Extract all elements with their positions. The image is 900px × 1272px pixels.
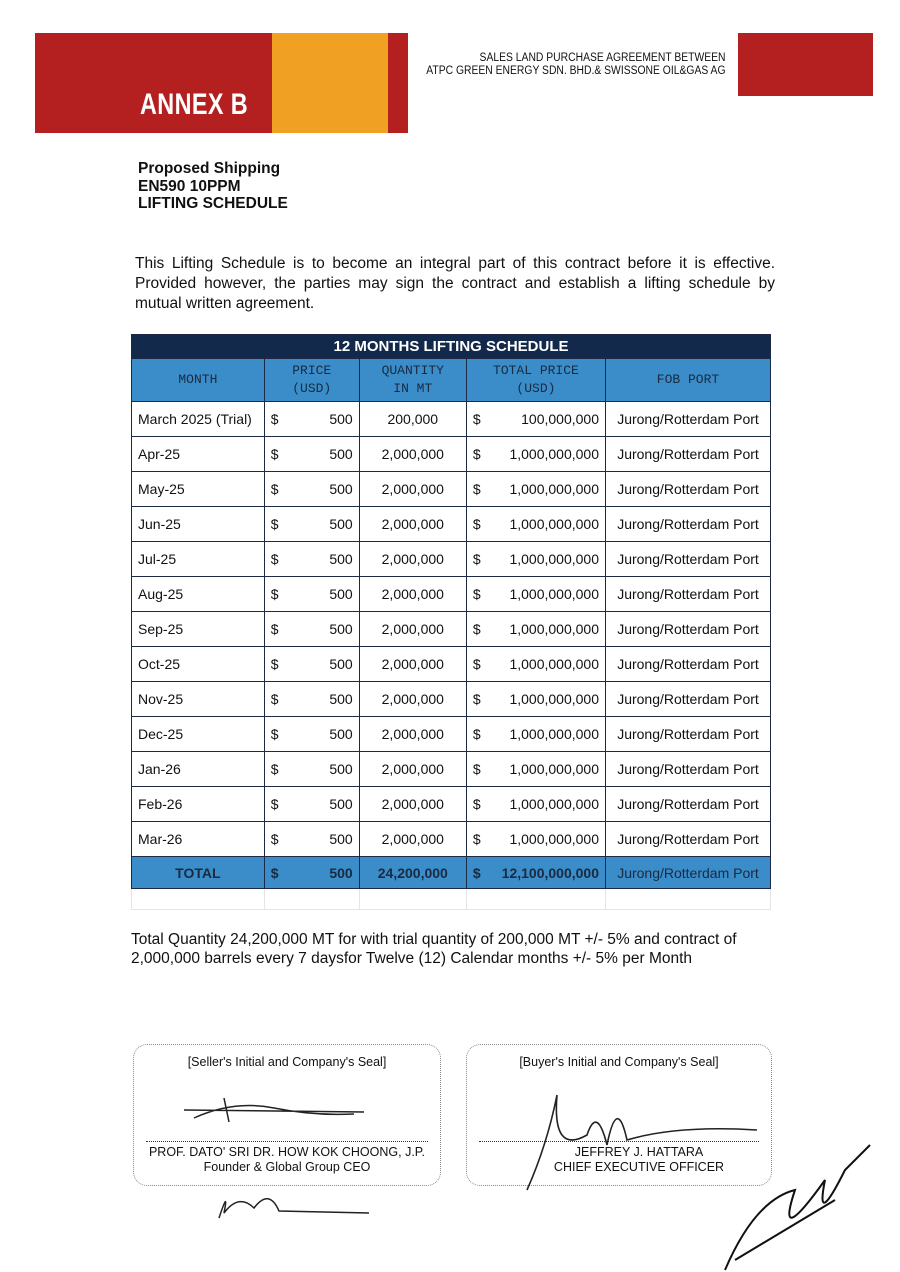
column-header	[359, 359, 466, 402]
quantity-cell: 2,000,000	[359, 612, 466, 647]
currency-symbol: $	[270, 621, 279, 637]
total-price-value: 1,000,000,000	[509, 481, 599, 497]
total-price-value: 100,000,000	[521, 411, 599, 427]
month-cell: March 2025 (Trial)	[132, 402, 265, 437]
currency-symbol: $	[270, 656, 279, 672]
column-header-text: IN MT	[393, 381, 433, 396]
quantity-cell: 2,000,000	[359, 647, 466, 682]
month-cell: Nov-25	[132, 682, 265, 717]
total-price-value: 1,000,000,000	[509, 446, 599, 462]
seller-signature	[209, 1183, 379, 1223]
agreement-header	[427, 52, 726, 78]
price-cell	[264, 787, 359, 822]
column-header-text: TOTAL PRICE	[493, 363, 579, 378]
total-price-value: 1,000,000,000	[509, 761, 599, 777]
total-price-cell	[466, 822, 605, 857]
price-cell	[264, 857, 359, 889]
total-price-cell	[466, 752, 605, 787]
month-cell: Mar-26	[132, 822, 265, 857]
column-header-text: (USD)	[516, 381, 556, 396]
quantity-cell: 2,000,000	[359, 507, 466, 542]
total-price-cell	[466, 507, 605, 542]
total-price-value: 1,000,000,000	[509, 586, 599, 602]
total-price-value: 1,000,000,000	[509, 621, 599, 637]
quantity-cell: 2,000,000	[359, 717, 466, 752]
table-row	[132, 577, 771, 612]
port-cell: Jurong/Rotterdam Port	[606, 822, 771, 857]
port-cell: Jurong/Rotterdam Port	[606, 682, 771, 717]
price-cell	[264, 717, 359, 752]
price-value: 500	[329, 621, 353, 637]
price-value: 500	[329, 586, 353, 602]
agreement-line-1: SALES LAND PURCHASE AGREEMENT BETWEEN	[480, 52, 726, 64]
month-cell: Dec-25	[132, 717, 265, 752]
port-cell: Jurong/Rotterdam Port	[606, 402, 771, 437]
total-price-cell	[466, 577, 605, 612]
price-value: 500	[329, 446, 353, 462]
quantity-cell: 2,000,000	[359, 822, 466, 857]
price-value: 500	[329, 831, 353, 847]
signature-line	[146, 1141, 428, 1142]
currency-symbol: $	[270, 446, 279, 462]
currency-symbol: $	[270, 551, 279, 567]
table-row	[132, 647, 771, 682]
column-header-text: FOB PORT	[656, 372, 720, 387]
month-cell: May-25	[132, 472, 265, 507]
port-cell: Jurong/Rotterdam Port	[606, 542, 771, 577]
price-cell	[264, 402, 359, 437]
footer-note: Total Quantity 24,200,000 MT for with trial quantity of 200,000 MT +/- 5% and contract of 2,000,000 barrels every 7 daysfor Twelve (12) Calendar months +/- 5% per Month	[131, 931, 737, 967]
column-header	[264, 359, 359, 402]
currency-symbol: $	[270, 691, 279, 707]
total-price-value: 1,000,000,000	[509, 551, 599, 567]
currency-symbol: $	[472, 726, 481, 742]
quantity-cell: 2,000,000	[359, 437, 466, 472]
price-cell	[264, 472, 359, 507]
price-cell	[264, 822, 359, 857]
seller-label: [Seller's Initial and Company's Seal]	[187, 1055, 387, 1069]
seller-title: Founder & Global Group CEO	[203, 1160, 371, 1174]
table-row	[132, 787, 771, 822]
month-cell: Jun-25	[132, 507, 265, 542]
buyer-initial-signature	[715, 1140, 875, 1272]
port-cell: Jurong/Rotterdam Port	[606, 472, 771, 507]
price-cell	[264, 682, 359, 717]
month-cell: Jan-26	[132, 752, 265, 787]
month-cell: Jul-25	[132, 542, 265, 577]
currency-symbol: $	[270, 761, 279, 777]
price-value: 500	[329, 411, 353, 427]
buyer-name: JEFFREY J. HATTARA	[574, 1145, 704, 1159]
port-cell: Jurong/Rotterdam Port	[606, 647, 771, 682]
month-cell: Aug-25	[132, 577, 265, 612]
buyer-title: CHIEF EXECUTIVE OFFICER	[553, 1160, 725, 1174]
title-line: EN590 10PPM	[138, 177, 241, 195]
column-header-text: PRICE	[292, 363, 332, 378]
total-price-cell	[466, 402, 605, 437]
price-cell	[264, 647, 359, 682]
annex-title: ANNEX B	[140, 88, 249, 121]
month-cell: Feb-26	[132, 787, 265, 822]
price-value: 500	[329, 691, 353, 707]
table-row	[132, 437, 771, 472]
currency-symbol: $	[472, 411, 481, 427]
price-value: 500	[329, 516, 353, 532]
month-cell: Apr-25	[132, 437, 265, 472]
table-row	[132, 507, 771, 542]
column-header	[606, 359, 771, 402]
price-cell	[264, 577, 359, 612]
seller-signature-box	[133, 1044, 441, 1186]
lifting-schedule-table	[131, 334, 771, 910]
port-cell: Jurong/Rotterdam Port	[606, 612, 771, 647]
column-header-text: QUANTITY	[381, 363, 444, 378]
month-cell: TOTAL	[132, 857, 265, 889]
quantity-cell: 2,000,000	[359, 472, 466, 507]
price-value: 500	[329, 656, 353, 672]
seller-initial-signature	[174, 1090, 374, 1130]
currency-symbol: $	[270, 864, 279, 881]
total-price-cell	[466, 437, 605, 472]
table-row	[132, 717, 771, 752]
total-price-value: 1,000,000,000	[509, 796, 599, 812]
currency-symbol: $	[472, 761, 481, 777]
quantity-cell: 2,000,000	[359, 787, 466, 822]
total-price-cell	[466, 717, 605, 752]
price-cell	[264, 752, 359, 787]
currency-symbol: $	[472, 481, 481, 497]
quantity-cell: 200,000	[359, 402, 466, 437]
port-cell: Jurong/Rotterdam Port	[606, 752, 771, 787]
table-row	[132, 752, 771, 787]
port-cell: Jurong/Rotterdam Port	[606, 717, 771, 752]
currency-symbol: $	[270, 411, 279, 427]
title-line: LIFTING SCHEDULE	[138, 195, 288, 212]
table-row	[132, 612, 771, 647]
quantity-cell: 24,200,000	[359, 857, 466, 889]
table-title: 12 MONTHS LIFTING SCHEDULE	[132, 335, 771, 359]
total-price-cell	[466, 472, 605, 507]
currency-symbol: $	[270, 481, 279, 497]
total-price-value: 1,000,000,000	[509, 831, 599, 847]
currency-symbol: $	[270, 831, 279, 847]
column-header-text: (USD)	[292, 381, 332, 396]
total-row	[132, 857, 771, 889]
currency-symbol: $	[270, 796, 279, 812]
price-cell	[264, 542, 359, 577]
quantity-cell: 2,000,000	[359, 682, 466, 717]
currency-symbol: $	[472, 796, 481, 812]
table-row	[132, 682, 771, 717]
currency-symbol: $	[270, 726, 279, 742]
price-value: 500	[329, 761, 353, 777]
currency-symbol: $	[472, 446, 481, 462]
table-row	[132, 402, 771, 437]
total-price-cell	[466, 542, 605, 577]
table-row	[132, 542, 771, 577]
currency-symbol: $	[472, 551, 481, 567]
total-price-value: 1,000,000,000	[509, 516, 599, 532]
column-header-text: MONTH	[178, 372, 218, 387]
table-row	[132, 472, 771, 507]
total-price-cell	[466, 612, 605, 647]
buyer-label: [Buyer's Initial and Company's Seal]	[519, 1055, 719, 1069]
total-price-value: 1,000,000,000	[509, 691, 599, 707]
price-value: 500	[329, 864, 353, 881]
quantity-cell: 2,000,000	[359, 577, 466, 612]
currency-symbol: $	[472, 621, 481, 637]
port-cell: Jurong/Rotterdam Port	[606, 857, 771, 889]
currency-symbol: $	[472, 516, 481, 532]
port-cell: Jurong/Rotterdam Port	[606, 577, 771, 612]
currency-symbol: $	[472, 656, 481, 672]
price-value: 500	[329, 726, 353, 742]
port-cell: Jurong/Rotterdam Port	[606, 787, 771, 822]
price-value: 500	[329, 796, 353, 812]
header-red-block	[738, 33, 873, 96]
port-cell: Jurong/Rotterdam Port	[606, 437, 771, 472]
currency-symbol: $	[472, 831, 481, 847]
currency-symbol: $	[472, 691, 481, 707]
price-cell	[264, 437, 359, 472]
agreement-line-2: ATPC GREEN ENERGY SDN. BHD.& SWISSONE OIL&GAS AG	[426, 65, 726, 77]
price-value: 500	[329, 551, 353, 567]
total-price-value: 12,100,000,000	[501, 864, 599, 881]
total-price-cell	[466, 857, 605, 889]
currency-symbol: $	[472, 864, 481, 881]
currency-symbol: $	[270, 516, 279, 532]
currency-symbol: $	[270, 586, 279, 602]
total-price-cell	[466, 647, 605, 682]
table-row	[132, 822, 771, 857]
header-orange-stripe	[272, 33, 388, 133]
total-price-value: 1,000,000,000	[509, 656, 599, 672]
total-price-cell	[466, 682, 605, 717]
column-header	[132, 359, 265, 402]
price-cell	[264, 507, 359, 542]
port-cell: Jurong/Rotterdam Port	[606, 507, 771, 542]
seller-name: PROF. DATO' SRI DR. HOW KOK CHOONG, J.P.	[148, 1145, 426, 1159]
price-value: 500	[329, 481, 353, 497]
month-cell: Oct-25	[132, 647, 265, 682]
currency-symbol: $	[472, 586, 481, 602]
month-cell: Sep-25	[132, 612, 265, 647]
empty-row	[132, 889, 771, 910]
price-cell	[264, 612, 359, 647]
title-line: Proposed Shipping	[138, 160, 281, 177]
total-price-cell	[466, 787, 605, 822]
quantity-cell: 2,000,000	[359, 542, 466, 577]
column-header	[466, 359, 605, 402]
total-price-value: 1,000,000,000	[509, 726, 599, 742]
document-titles	[138, 160, 288, 213]
quantity-cell: 2,000,000	[359, 752, 466, 787]
intro-paragraph: This Lifting Schedule is to become an integral part of this contract before it is effective. Provided however, the parties may sign the contract and establish a lifting schedule by mutual written agreement.	[135, 255, 775, 312]
